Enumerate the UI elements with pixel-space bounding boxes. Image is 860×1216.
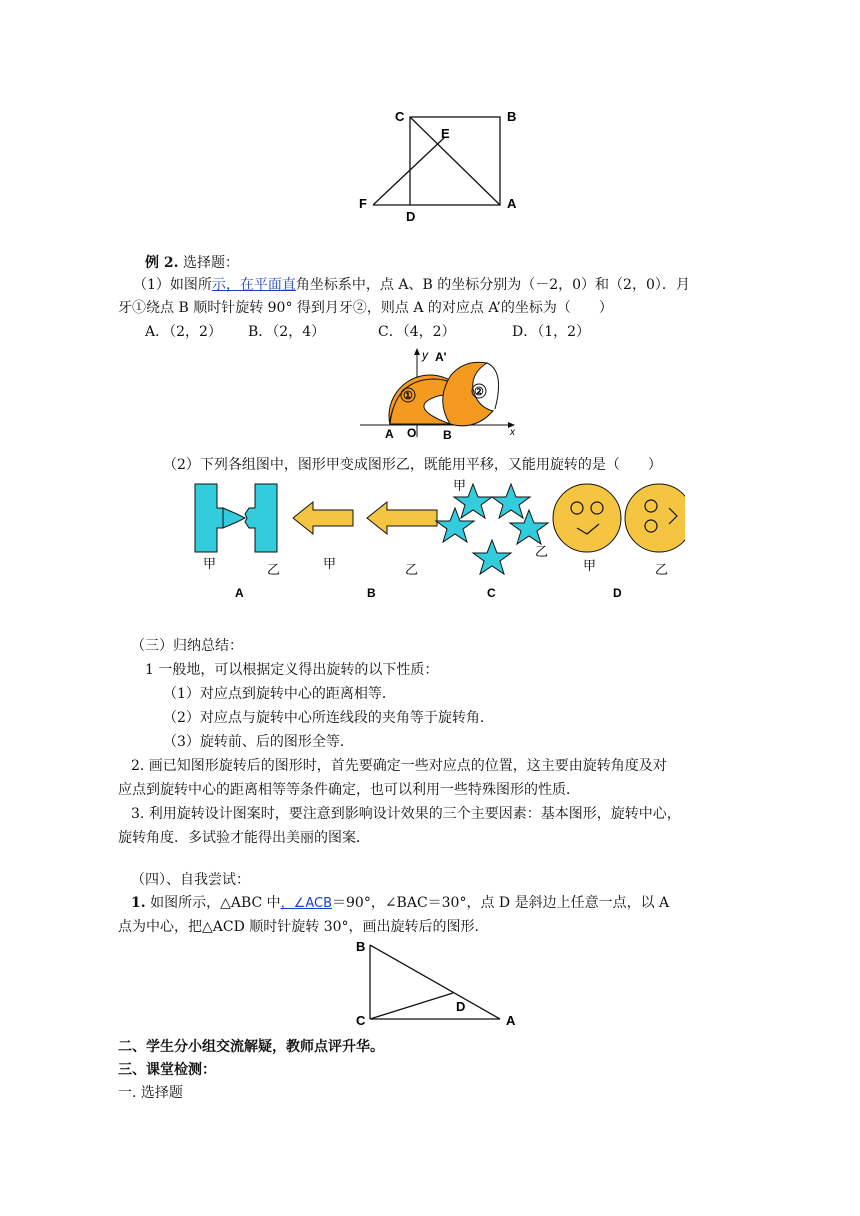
q1-line2: 牙①绕点 B 顺时针旋转 90° 得到月牙②，则点 A 的对应点 A’的坐标为（ ） (118, 300, 613, 316)
label-c: C (395, 109, 405, 124)
example2-title: 例 2. 选择题： (145, 255, 239, 271)
summary-p2-l2: 应点到旋转中心的距离相等等条件确定，也可以利用一些特殊图形的性质． (118, 782, 580, 798)
summary-p1-1: （1）对应点到旋转中心的距离相等． (163, 686, 396, 702)
yi-c: 乙 (535, 544, 549, 559)
q1-link[interactable]: 示，在平面直 (211, 277, 296, 293)
label-b: B (507, 109, 517, 124)
label-a: A (385, 427, 394, 441)
q1-line1: （1）如图所示，在平面直角坐标系中，点 A、B 的坐标分别为（－2，0）和（2，0）．月 (133, 277, 690, 293)
option-b: B．（2，4） (248, 324, 326, 340)
square-figure (355, 105, 525, 225)
moon-label-2: ② (474, 386, 484, 398)
tri-label-d: D (456, 999, 466, 1014)
summary-p2-l1: 2. 画已知图形旋转后的图形时，首先要确定一些对应点的位置，这主要由旋转角度及对 (131, 758, 667, 774)
jia-c: 甲 (453, 478, 467, 493)
options-figure (185, 478, 685, 603)
label-b: B (443, 428, 452, 442)
label-d: D (406, 209, 416, 224)
fig-option-c: C (487, 586, 496, 600)
tri-label-c: C (356, 1013, 366, 1028)
section-3-heading: 三、课堂检测： (118, 1062, 216, 1078)
self-try-q1-line1: 1. 如图所示，△ABC 中，∠ACB＝90°，∠BAC＝30°，点 D 是斜边上任意一点，以 A (131, 895, 670, 911)
summary-title: （三）归纳总结： (131, 638, 243, 654)
option-d: D．（1，2） (512, 324, 591, 340)
moon-figure (355, 345, 530, 445)
fig-option-a: A (235, 586, 244, 600)
option-c: C．（4，2） (378, 324, 456, 340)
label-e: E (441, 126, 450, 141)
tri-label-b: B (356, 939, 366, 954)
self-try-q1-line2: 点为中心，把△ACD 顺时针旋转 30°，画出旋转后的图形． (118, 919, 489, 935)
summary-p3-l1: 3. 利用旋转设计图案时，要注意到影响设计效果的三个主要因素：基本图形，旋转中心， (131, 806, 681, 822)
label-a-prime: A' (435, 350, 447, 364)
summary-p1-3: （3）旋转前、后的图形全等． (163, 734, 354, 750)
axis-x: x (510, 427, 515, 438)
fig-option-d: D (613, 586, 622, 600)
option-a: A．（2，2） (145, 324, 222, 340)
label-a: A (507, 196, 517, 211)
jia-a: 甲 (203, 556, 217, 571)
yi-d: 乙 (655, 562, 669, 577)
axis-y: y (422, 348, 428, 362)
section-3-sub: 一. 选择题 (118, 1085, 183, 1101)
triangle-figure (350, 937, 525, 1029)
tri-label-a: A (506, 1013, 516, 1028)
fig-option-b: B (367, 586, 376, 600)
self-try-title: （四）、自我尝试： (131, 872, 250, 888)
section-2-heading: 二、学生分小组交流解疑，教师点评升华。 (118, 1039, 384, 1055)
summary-p1-2: （2）对应点与旋转中心所连线段的夹角等于旋转角． (163, 710, 494, 726)
summary-p1: 1 一般地，可以根据定义得出旋转的以下性质： (145, 662, 439, 678)
yi-b: 乙 (405, 562, 419, 577)
yi-a: 乙 (267, 562, 281, 577)
q2-line: （2）下列各组图中，图形甲变成图形乙，既能用平移，又能用旋转的是（ ） (163, 457, 662, 473)
jia-d: 甲 (583, 558, 597, 573)
summary-p3-l2: 旋转角度．多试验才能得出美丽的图案． (118, 830, 370, 846)
label-o: O (407, 426, 417, 440)
jia-b: 甲 (323, 556, 337, 571)
label-f: F (359, 196, 367, 211)
acb-link[interactable]: ，∠ACB (280, 896, 332, 911)
moon-label-1: ① (403, 390, 413, 402)
